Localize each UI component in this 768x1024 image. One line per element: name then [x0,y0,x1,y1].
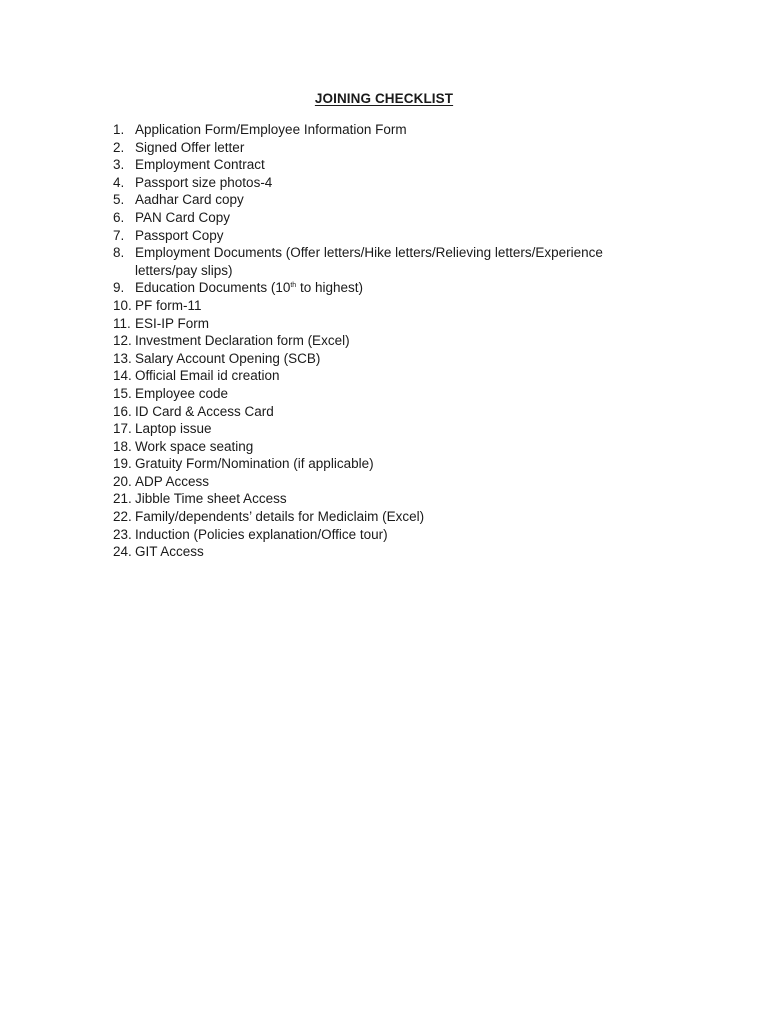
list-item [113,455,653,473]
list-item-number: 17. [113,421,132,437]
list-item-number: 21. [113,491,132,507]
list-item [113,367,653,385]
list-item-number: 15. [113,385,132,401]
document-title: JOINING CHECKLIST [314,91,454,106]
list-item-text-main: Signed Offer letter [135,139,245,155]
list-item-text-main: PF form-11 [135,297,202,313]
list-item-text [135,279,653,297]
list-item-number: 8. [113,245,125,261]
list-item-text-main: ID Card & Access Card [135,403,274,419]
list-item [113,174,653,192]
list-item [113,385,653,403]
list-item-text [135,367,653,385]
list-item-text [135,420,653,438]
list-item-text [135,543,653,561]
list-item-text [135,403,653,421]
list-item-text-main: Jibble Time sheet Access [135,491,287,507]
list-item-number: 5. [113,192,125,208]
list-item-text-main: Induction (Policies explanation/Office tour) [135,526,388,542]
list-item-text-main: Work space seating [135,438,254,454]
list-item-text-main: Passport Copy [135,227,224,243]
list-item-text [135,121,653,139]
list-item-text-main: PAN Card Copy [135,209,231,225]
list-item-text [135,174,653,192]
list-item-text-main: Family/dependents’ details for Mediclaim (Excel) [135,509,425,525]
list-item-number: 6. [113,209,125,225]
list-item [113,403,653,421]
list-item-number: 24. [113,544,132,560]
list-item-text [135,490,653,508]
list-item-number: 11. [113,315,131,331]
list-item-text [135,191,653,209]
list-item-text [135,526,653,544]
list-item-text [135,227,653,245]
list-item-text [135,455,653,473]
list-item-text-main: Aadhar Card copy [135,192,244,208]
list-item-text-main: Application Form/Employee Information Form [135,122,407,137]
list-item [113,332,653,350]
list-item-text [135,209,653,227]
list-item-number: 20. [113,473,132,489]
list-item-text [135,350,653,368]
list-item-text [135,156,653,174]
list-item-text [135,508,653,526]
list-item-number: 7. [113,227,125,243]
list-item-number: 19. [113,456,132,472]
list-item-text-main: ESI-IP Form [135,315,210,331]
list-item [113,244,653,279]
list-item-text-main: Investment Declaration form (Excel) [135,333,350,349]
list-item-text [135,297,653,315]
list-item-number: 16. [113,403,132,419]
list-item [113,279,653,297]
list-item [113,156,653,174]
list-item-text-main: ADP Access [135,473,210,489]
list-item [113,315,653,333]
list-item [113,490,653,508]
list-item-text-main: Salary Account Opening (SCB) [135,350,321,366]
list-item-text [135,244,653,279]
list-item [113,350,653,368]
checklist [113,121,653,561]
list-item-text [135,473,653,491]
list-item-text-main: Employment Contract [135,157,265,173]
list-item-number: 22. [113,509,132,525]
list-item-text [135,332,653,350]
list-item-text-main: Employee code [135,385,229,401]
list-item-text-main: Education Documents (10 [135,280,291,296]
list-item-number: 14. [113,368,132,384]
list-item-number: 1. [113,122,125,137]
list-item-text-main: Passport size photos-4 [135,174,273,190]
list-item [113,209,653,227]
list-item-text-main: GIT Access [135,544,204,560]
list-item-number: 18. [113,438,132,454]
list-item-number: 12. [113,333,132,349]
list-item-superscript: th [290,282,297,290]
list-item [113,227,653,245]
list-item [113,139,653,157]
list-item [113,473,653,491]
list-item [113,508,653,526]
list-item [113,191,653,209]
list-item-text [135,139,653,157]
list-item-number: 4. [113,174,125,190]
list-item-number: 2. [113,139,125,155]
list-item-number: 13. [113,350,132,366]
list-item [113,297,653,315]
list-item-text [135,385,653,403]
list-item [113,543,653,561]
list-item-text [135,315,653,333]
list-item-text-main: Laptop issue [135,421,212,437]
list-item-text-main: Official Email id creation [135,368,280,384]
list-item-text-main: Gratuity Form/Nomination (if applicable) [135,456,374,472]
list-item [113,121,653,139]
list-item-number: 10. [113,297,132,313]
list-item-number: 9. [113,280,125,296]
list-item [113,526,653,544]
list-item [113,438,653,456]
list-item-text [135,438,653,456]
list-item-text-main: Employment Documents (Offer letters/Hike letters/Relieving letters/Experience letters/pay slips) [135,245,603,278]
list-item-text-after: to highest) [296,280,363,296]
list-item [113,420,653,438]
list-item-number: 23. [113,526,132,542]
list-item-number: 3. [113,157,125,173]
